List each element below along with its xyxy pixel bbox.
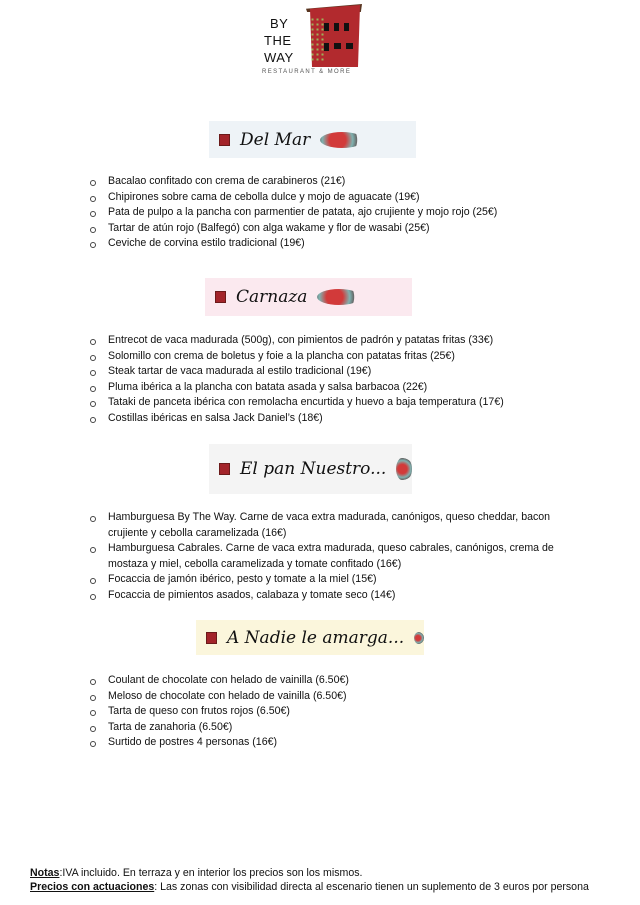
menu-item: Coulant de chocolate con helado de vainilla (6.50€) bbox=[88, 673, 583, 689]
menu-item: Costillas ibéricas en salsa Jack Daniel’s (18€) bbox=[88, 411, 583, 427]
menu-item: Focaccia de jamón ibérico, pesto y tomate a la miel (15€) bbox=[88, 572, 583, 588]
burger-illustration bbox=[396, 457, 412, 481]
menu-item: Tartar de atún rojo (Balfegó) con alga wakame y flor de wasabi (25€) bbox=[88, 221, 583, 237]
section-banner-carnaza bbox=[205, 278, 412, 316]
section-title: El pan Nuestro... bbox=[240, 459, 387, 479]
notes-text: :IVA incluido. En terraza y en interior los precios son los mismos. bbox=[59, 867, 363, 879]
fish-illustration bbox=[320, 132, 364, 148]
section-title: Carnaza bbox=[236, 287, 308, 307]
section-banner-a-nadie-le-amarga bbox=[196, 620, 424, 655]
menu-item: Tarta de zanahoria (6.50€) bbox=[88, 720, 583, 736]
menu-list-carnaza bbox=[88, 333, 583, 427]
menu-item: Focaccia de pimientos asados, calabaza y tomate seco (14€) bbox=[88, 588, 583, 604]
menu-item: Tataki de panceta ibérica con remolacha encurtida y huevo a baja temperatura (17€) bbox=[88, 395, 583, 411]
restaurant-logo: BY THE WAY RESTAURANT & MORE bbox=[258, 3, 362, 79]
section-title: A Nadie le amarga... bbox=[227, 627, 405, 648]
menu-item: Chipirones sobre cama de cebolla dulce y mojo de aguacate (19€) bbox=[88, 190, 583, 206]
menu-list-del-mar bbox=[88, 174, 583, 252]
section-banner-del-mar bbox=[209, 121, 416, 158]
menu-list-el-pan-nuestro bbox=[88, 510, 583, 604]
building-icon bbox=[215, 291, 226, 303]
menu-item: Surtido de postres 4 personas (16€) bbox=[88, 735, 583, 751]
menu-item: Hamburguesa Cabrales. Carne de vaca extra madurada, queso cabrales, canónigos, crema de mostaza y miel, cebolla caramelizada y tomate confitado (16€) bbox=[88, 541, 583, 572]
prices-label: Precios con actuaciones bbox=[30, 881, 155, 893]
section-title: Del Mar bbox=[240, 129, 311, 150]
menu-item: Ceviche de corvina estilo tradicional (19€) bbox=[88, 236, 583, 252]
menu-item: Steak tartar de vaca madurada al estilo tradicional (19€) bbox=[88, 364, 583, 380]
menu-item: Bacalao confitado con crema de carabineros (21€) bbox=[88, 174, 583, 190]
building-icon bbox=[206, 632, 217, 644]
footer-notes bbox=[30, 866, 589, 894]
menu-item: Hamburguesa By The Way. Carne de vaca extra madurada, canónigos, queso cheddar, bacon crujiente y cebolla caramelizada (16€) bbox=[88, 510, 583, 541]
ham-illustration bbox=[317, 289, 361, 305]
menu-item: Pluma ibérica a la plancha con batata asada y salsa barbacoa (22€) bbox=[88, 380, 583, 396]
cake-illustration bbox=[414, 632, 424, 644]
menu-item: Tarta de queso con frutos rojos (6.50€) bbox=[88, 704, 583, 720]
menu-item: Entrecot de vaca madurada (500g), con pimientos de padrón y patatas fritas (33€) bbox=[88, 333, 583, 349]
menu-item: Meloso de chocolate con helado de vainilla (6.50€) bbox=[88, 689, 583, 705]
prices-text: : Las zonas con visibilidad directa al escenario tienen un suplemento de 3 euros por persona bbox=[154, 881, 589, 893]
notes-label: Notas bbox=[30, 867, 60, 879]
building-icon bbox=[219, 463, 230, 475]
logo-tagline: RESTAURANT & MORE bbox=[262, 69, 352, 75]
menu-item: Pata de pulpo a la pancha con parmentier de patata, ajo crujiente y mojo rojo (25€) bbox=[88, 205, 583, 221]
menu-item: Solomillo con crema de boletus y foie a la plancha con patatas fritas (25€) bbox=[88, 349, 583, 365]
building-icon bbox=[219, 134, 230, 146]
menu-list-postres bbox=[88, 673, 583, 751]
section-banner-el-pan-nuestro bbox=[209, 444, 412, 494]
